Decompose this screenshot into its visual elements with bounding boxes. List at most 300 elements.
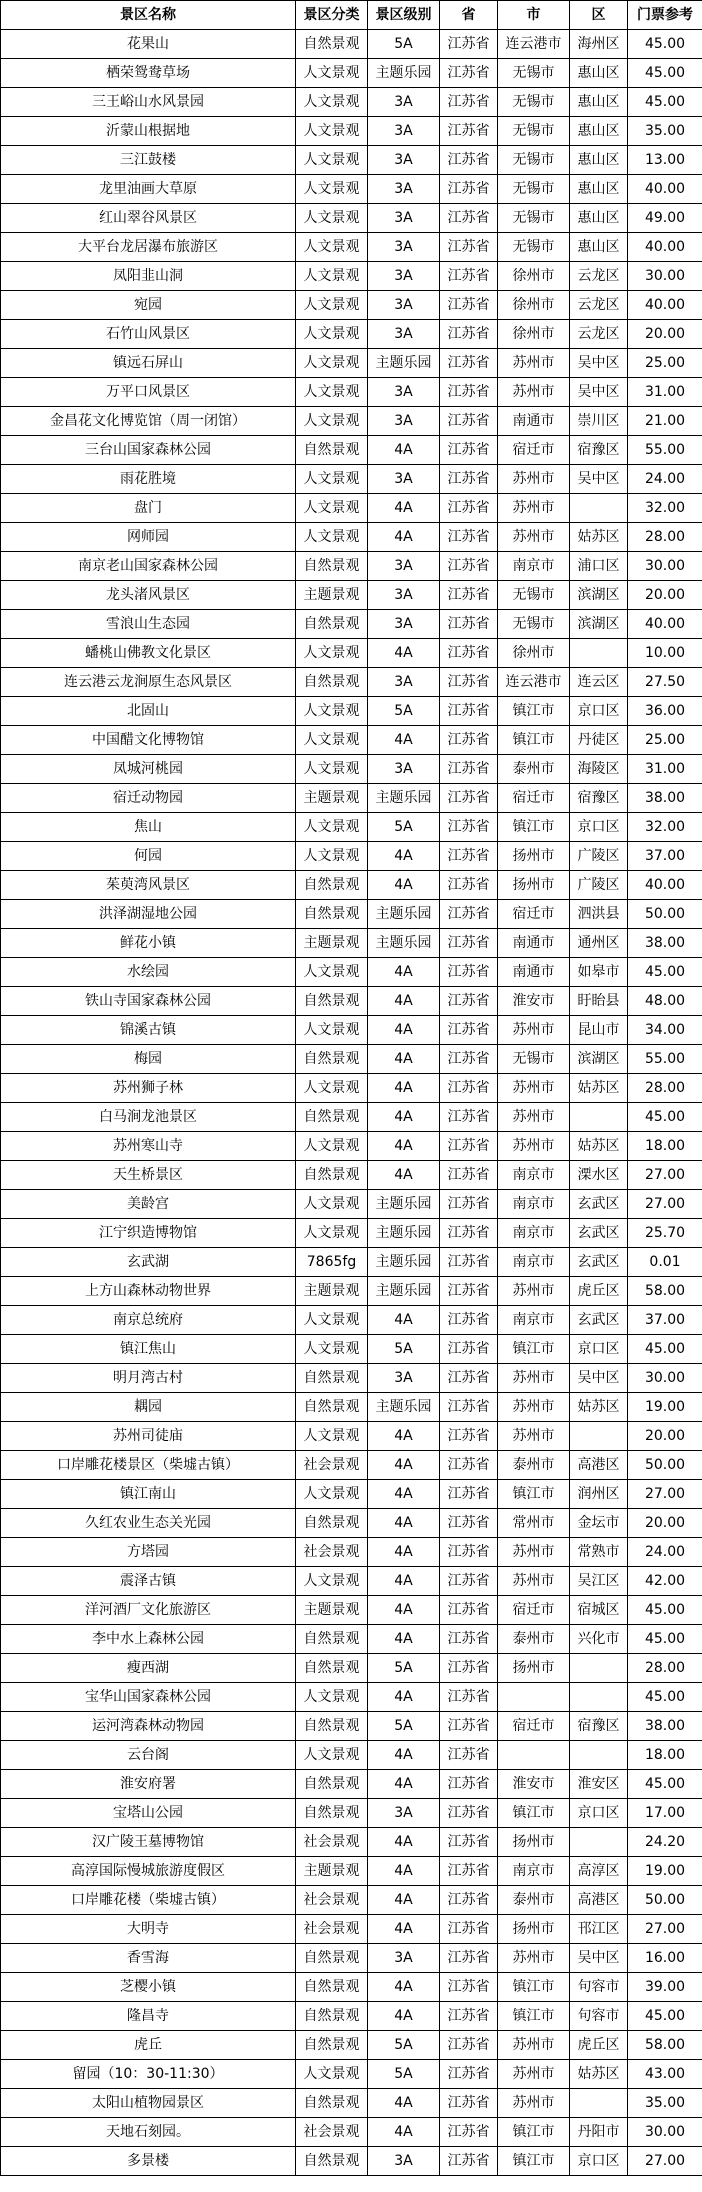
cell-city: 苏州市 [498,1393,570,1422]
cell-level: 4A [368,1567,440,1596]
table-row [1,1654,702,1683]
cell-province: 江苏省 [440,320,498,349]
cell-ticket-price: 40.00 [628,233,702,262]
cell-ticket-price: 40.00 [628,871,702,900]
cell-level: 3A [368,320,440,349]
cell-city: 无锡市 [498,59,570,88]
cell-province: 江苏省 [440,1074,498,1103]
cell-category: 自然景观 [296,1625,368,1654]
cell-province: 江苏省 [440,639,498,668]
cell-ticket-price: 10.00 [628,639,702,668]
cell-category: 人文景观 [296,842,368,871]
table-row [1,697,702,726]
cell-scenic-name: 隆昌寺 [1,2002,296,2031]
cell-city: 镇江市 [498,2118,570,2147]
cell-level: 4A [368,1538,440,1567]
table-row [1,291,702,320]
cell-province: 江苏省 [440,1451,498,1480]
cell-city: 宿迁市 [498,436,570,465]
cell-ticket-price: 37.00 [628,1306,702,1335]
cell-province: 江苏省 [440,436,498,465]
cell-city: 无锡市 [498,233,570,262]
cell-level: 5A [368,2060,440,2089]
header-category: 景区分类 [296,1,368,30]
header-scenic-name: 景区名称 [1,1,296,30]
cell-city: 苏州市 [498,2031,570,2060]
cell-scenic-name: 运河湾森林动物园 [1,1712,296,1741]
table-row [1,262,702,291]
cell-level: 5A [368,1654,440,1683]
table-row [1,871,702,900]
cell-ticket-price: 18.00 [628,1741,702,1770]
cell-category: 人文景观 [296,291,368,320]
cell-province: 江苏省 [440,2031,498,2060]
cell-category: 自然景观 [296,1045,368,1074]
table-row [1,1393,702,1422]
cell-city: 苏州市 [498,523,570,552]
cell-level: 4A [368,1103,440,1132]
cell-province: 江苏省 [440,1248,498,1277]
cell-ticket-price: 40.00 [628,291,702,320]
cell-district: 京口区 [570,1335,628,1364]
cell-ticket-price: 13.00 [628,146,702,175]
cell-scenic-name: 芝樱小镇 [1,1973,296,2002]
table-row [1,204,702,233]
cell-level: 4A [368,1074,440,1103]
cell-category: 自然景观 [296,1393,368,1422]
cell-category: 自然景观 [296,1509,368,1538]
cell-level: 3A [368,668,440,697]
cell-ticket-price: 25.00 [628,349,702,378]
cell-category: 人文景观 [296,697,368,726]
cell-level: 4A [368,1451,440,1480]
cell-category: 社会景观 [296,2118,368,2147]
cell-ticket-price: 50.00 [628,1886,702,1915]
table-row [1,436,702,465]
cell-scenic-name: 北固山 [1,697,296,726]
cell-district: 玄武区 [570,1190,628,1219]
cell-category: 社会景观 [296,1828,368,1857]
cell-scenic-name: 香雪海 [1,1944,296,1973]
cell-ticket-price: 19.00 [628,1393,702,1422]
cell-scenic-name: 耦园 [1,1393,296,1422]
cell-category: 人文景观 [296,755,368,784]
cell-ticket-price: 39.00 [628,1973,702,2002]
cell-level: 4A [368,1161,440,1190]
cell-city: 南京市 [498,1219,570,1248]
cell-ticket-price: 45.00 [628,59,702,88]
cell-category: 人文景观 [296,378,368,407]
header-city: 市 [498,1,570,30]
cell-province: 江苏省 [440,146,498,175]
table-row [1,726,702,755]
cell-city: 苏州市 [498,1132,570,1161]
cell-level: 5A [368,2031,440,2060]
cell-province: 江苏省 [440,610,498,639]
cell-province: 江苏省 [440,407,498,436]
cell-ticket-price: 20.00 [628,320,702,349]
cell-category: 人文景观 [296,349,368,378]
cell-scenic-name: 水绘园 [1,958,296,987]
cell-province: 江苏省 [440,233,498,262]
cell-district: 宿豫区 [570,1712,628,1741]
cell-province: 江苏省 [440,929,498,958]
cell-province: 江苏省 [440,1944,498,1973]
cell-ticket-price: 18.00 [628,1132,702,1161]
cell-province: 江苏省 [440,349,498,378]
cell-category: 主题景观 [296,1277,368,1306]
cell-province: 江苏省 [440,2002,498,2031]
cell-district: 高港区 [570,1886,628,1915]
table-row [1,30,702,59]
cell-district: 滨湖区 [570,1045,628,1074]
cell-scenic-name: 梅园 [1,1045,296,1074]
table-row [1,1016,702,1045]
cell-province: 江苏省 [440,523,498,552]
cell-ticket-price: 25.00 [628,726,702,755]
cell-district: 吴中区 [570,465,628,494]
table-row [1,2147,702,2176]
cell-ticket-price: 28.00 [628,1654,702,1683]
cell-scenic-name: 瘦西湖 [1,1654,296,1683]
cell-category: 人文景观 [296,813,368,842]
cell-category: 人文景观 [296,523,368,552]
cell-scenic-name: 方塔园 [1,1538,296,1567]
table-row [1,2118,702,2147]
cell-category: 人文景观 [296,726,368,755]
table-row [1,2089,702,2118]
cell-ticket-price: 30.00 [628,552,702,581]
cell-category: 自然景观 [296,2147,368,2176]
cell-category: 自然景观 [296,30,368,59]
cell-level: 4A [368,1683,440,1712]
cell-ticket-price: 30.00 [628,262,702,291]
cell-scenic-name: 龙头渚风景区 [1,581,296,610]
cell-district [570,494,628,523]
cell-category: 社会景观 [296,1538,368,1567]
cell-scenic-name: 何园 [1,842,296,871]
cell-scenic-name: 云台阁 [1,1741,296,1770]
cell-category: 人文景观 [296,1016,368,1045]
cell-district: 京口区 [570,1799,628,1828]
cell-category: 自然景观 [296,1770,368,1799]
cell-category: 自然景观 [296,1364,368,1393]
cell-category: 人文景观 [296,465,368,494]
cell-level: 3A [368,465,440,494]
cell-city: 镇江市 [498,1799,570,1828]
table-row [1,2060,702,2089]
cell-district: 姑苏区 [570,2060,628,2089]
cell-province: 江苏省 [440,1625,498,1654]
cell-province: 江苏省 [440,204,498,233]
cell-province: 江苏省 [440,1277,498,1306]
cell-category: 人文景观 [296,1335,368,1364]
cell-city: 宿迁市 [498,1712,570,1741]
table-row [1,610,702,639]
header-row [1,1,702,30]
cell-category: 人文景观 [296,1567,368,1596]
cell-district: 惠山区 [570,233,628,262]
cell-scenic-name: 铁山寺国家森林公园 [1,987,296,1016]
cell-ticket-price: 40.00 [628,610,702,639]
cell-city: 无锡市 [498,204,570,233]
cell-ticket-price: 16.00 [628,1944,702,1973]
cell-province: 江苏省 [440,1886,498,1915]
cell-level: 4A [368,1422,440,1451]
cell-city: 苏州市 [498,1944,570,1973]
table-row [1,1045,702,1074]
cell-district: 泗洪县 [570,900,628,929]
cell-ticket-price: 19.00 [628,1857,702,1886]
cell-ticket-price: 37.00 [628,842,702,871]
cell-city: 苏州市 [498,494,570,523]
table-row [1,117,702,146]
table-row [1,1364,702,1393]
cell-city: 扬州市 [498,1828,570,1857]
cell-district: 高淳区 [570,1857,628,1886]
cell-province: 江苏省 [440,552,498,581]
cell-district: 宿城区 [570,1596,628,1625]
cell-ticket-price: 48.00 [628,987,702,1016]
cell-category: 人文景观 [296,407,368,436]
cell-province: 江苏省 [440,117,498,146]
cell-scenic-name: 留园（10：30-11:30） [1,2060,296,2089]
cell-level: 3A [368,610,440,639]
cell-city: 宿迁市 [498,784,570,813]
table-row [1,1799,702,1828]
cell-category: 自然景观 [296,552,368,581]
cell-scenic-name: 大明寺 [1,1915,296,1944]
table-row [1,494,702,523]
cell-category: 自然景观 [296,2089,368,2118]
cell-district: 高港区 [570,1451,628,1480]
cell-city: 连云港市 [498,30,570,59]
cell-district: 惠山区 [570,59,628,88]
cell-level: 3A [368,233,440,262]
cell-level: 4A [368,842,440,871]
cell-ticket-price: 45.00 [628,1596,702,1625]
cell-ticket-price: 31.00 [628,378,702,407]
cell-category: 主题景观 [296,784,368,813]
cell-level: 3A [368,204,440,233]
cell-district: 溧水区 [570,1161,628,1190]
cell-city: 南通市 [498,958,570,987]
table-row [1,1451,702,1480]
cell-city: 苏州市 [498,1103,570,1132]
cell-city: 宿迁市 [498,1596,570,1625]
cell-scenic-name: 中国醋文化博物馆 [1,726,296,755]
table-row [1,1509,702,1538]
cell-category: 人文景观 [296,88,368,117]
cell-level: 3A [368,1364,440,1393]
cell-district [570,1103,628,1132]
table-row [1,1335,702,1364]
cell-category: 人文景观 [296,1741,368,1770]
cell-ticket-price: 45.00 [628,1625,702,1654]
cell-province: 江苏省 [440,1393,498,1422]
cell-district [570,1741,628,1770]
cell-city: 无锡市 [498,581,570,610]
cell-scenic-name: 宛园 [1,291,296,320]
cell-scenic-name: 红山翠谷风景区 [1,204,296,233]
cell-ticket-price: 32.00 [628,813,702,842]
cell-district: 吴中区 [570,1364,628,1393]
cell-level: 主题乐园 [368,59,440,88]
cell-level: 主题乐园 [368,900,440,929]
cell-ticket-price: 50.00 [628,900,702,929]
cell-city [498,1741,570,1770]
cell-ticket-price: 45.00 [628,30,702,59]
cell-district: 虎丘区 [570,2031,628,2060]
cell-city: 苏州市 [498,1422,570,1451]
cell-scenic-name: 苏州寒山寺 [1,1132,296,1161]
cell-city: 南通市 [498,407,570,436]
table-row [1,929,702,958]
cell-district: 常熟市 [570,1538,628,1567]
cell-city: 苏州市 [498,1277,570,1306]
cell-scenic-name: 蟠桃山佛教文化景区 [1,639,296,668]
table-row [1,2002,702,2031]
cell-ticket-price: 20.00 [628,581,702,610]
cell-province: 江苏省 [440,2118,498,2147]
cell-level: 4A [368,1625,440,1654]
cell-province: 江苏省 [440,668,498,697]
cell-district: 连云区 [570,668,628,697]
cell-city: 苏州市 [498,2060,570,2089]
cell-city: 宿迁市 [498,900,570,929]
cell-level: 4A [368,2002,440,2031]
cell-scenic-name: 镇江南山 [1,1480,296,1509]
cell-scenic-name: 苏州狮子林 [1,1074,296,1103]
cell-province: 江苏省 [440,1161,498,1190]
cell-scenic-name: 虎丘 [1,2031,296,2060]
cell-category: 主题景观 [296,1596,368,1625]
cell-category: 人文景观 [296,1219,368,1248]
cell-scenic-name: 三台山国家森林公园 [1,436,296,465]
cell-province: 江苏省 [440,1103,498,1132]
cell-district: 昆山市 [570,1016,628,1045]
cell-ticket-price: 27.00 [628,1161,702,1190]
cell-ticket-price: 27.00 [628,2147,702,2176]
cell-province: 江苏省 [440,1335,498,1364]
cell-district: 宿豫区 [570,436,628,465]
cell-category: 自然景观 [296,1944,368,1973]
cell-province: 江苏省 [440,88,498,117]
cell-ticket-price: 0.01 [628,1248,702,1277]
cell-district: 京口区 [570,813,628,842]
cell-category: 人文景观 [296,1074,368,1103]
table-row [1,1132,702,1161]
cell-level: 主题乐园 [368,1190,440,1219]
cell-level: 4A [368,1509,440,1538]
table-row [1,1161,702,1190]
cell-level: 3A [368,552,440,581]
cell-scenic-name: 三江鼓楼 [1,146,296,175]
table-row [1,1306,702,1335]
table-row [1,1248,702,1277]
cell-district: 广陵区 [570,842,628,871]
cell-ticket-price: 27.00 [628,1480,702,1509]
cell-scenic-name: 天生桥景区 [1,1161,296,1190]
cell-district: 惠山区 [570,204,628,233]
cell-province: 江苏省 [440,958,498,987]
cell-city: 南京市 [498,552,570,581]
cell-scenic-name: 沂蒙山根据地 [1,117,296,146]
table-row [1,552,702,581]
cell-category: 自然景观 [296,2031,368,2060]
cell-category: 人文景观 [296,320,368,349]
cell-scenic-name: 网师园 [1,523,296,552]
cell-city: 扬州市 [498,842,570,871]
cell-district [570,639,628,668]
cell-province: 江苏省 [440,1712,498,1741]
cell-city: 镇江市 [498,726,570,755]
cell-province: 江苏省 [440,1364,498,1393]
cell-city: 无锡市 [498,610,570,639]
cell-level: 4A [368,639,440,668]
cell-ticket-price: 35.00 [628,2089,702,2118]
cell-level: 3A [368,262,440,291]
cell-category: 人文景观 [296,233,368,262]
cell-district: 吴中区 [570,349,628,378]
cell-ticket-price: 28.00 [628,523,702,552]
cell-level: 4A [368,726,440,755]
cell-scenic-name: 多景楼 [1,2147,296,2176]
cell-scenic-name: 盘门 [1,494,296,523]
cell-level: 4A [368,871,440,900]
cell-ticket-price: 21.00 [628,407,702,436]
cell-district: 玄武区 [570,1306,628,1335]
cell-level: 4A [368,1973,440,2002]
cell-category: 人文景观 [296,204,368,233]
cell-district: 海州区 [570,30,628,59]
cell-district: 丹徒区 [570,726,628,755]
cell-province: 江苏省 [440,1567,498,1596]
cell-district: 姑苏区 [570,523,628,552]
cell-scenic-name: 南京老山国家森林公园 [1,552,296,581]
cell-district: 云龙区 [570,262,628,291]
cell-province: 江苏省 [440,378,498,407]
cell-level: 主题乐园 [368,1219,440,1248]
cell-scenic-name: 天地石刻园。 [1,2118,296,2147]
cell-district: 盱眙县 [570,987,628,1016]
table-body [1,30,702,2176]
table-row [1,813,702,842]
cell-category: 人文景观 [296,639,368,668]
cell-province: 江苏省 [440,1857,498,1886]
table-row [1,987,702,1016]
cell-city: 苏州市 [498,378,570,407]
cell-ticket-price: 38.00 [628,929,702,958]
cell-province: 江苏省 [440,842,498,871]
cell-province: 江苏省 [440,175,498,204]
cell-category: 自然景观 [296,436,368,465]
cell-district: 吴中区 [570,1944,628,1973]
cell-category: 人文景观 [296,494,368,523]
table-row [1,1422,702,1451]
table-row [1,1886,702,1915]
cell-city: 镇江市 [498,813,570,842]
cell-city: 苏州市 [498,1567,570,1596]
cell-scenic-name: 茱萸湾风景区 [1,871,296,900]
cell-category: 社会景观 [296,1886,368,1915]
cell-district: 姑苏区 [570,1393,628,1422]
cell-district: 句容市 [570,2002,628,2031]
cell-level: 3A [368,378,440,407]
cell-level: 主题乐园 [368,1277,440,1306]
cell-province: 江苏省 [440,465,498,494]
header-province: 省 [440,1,498,30]
